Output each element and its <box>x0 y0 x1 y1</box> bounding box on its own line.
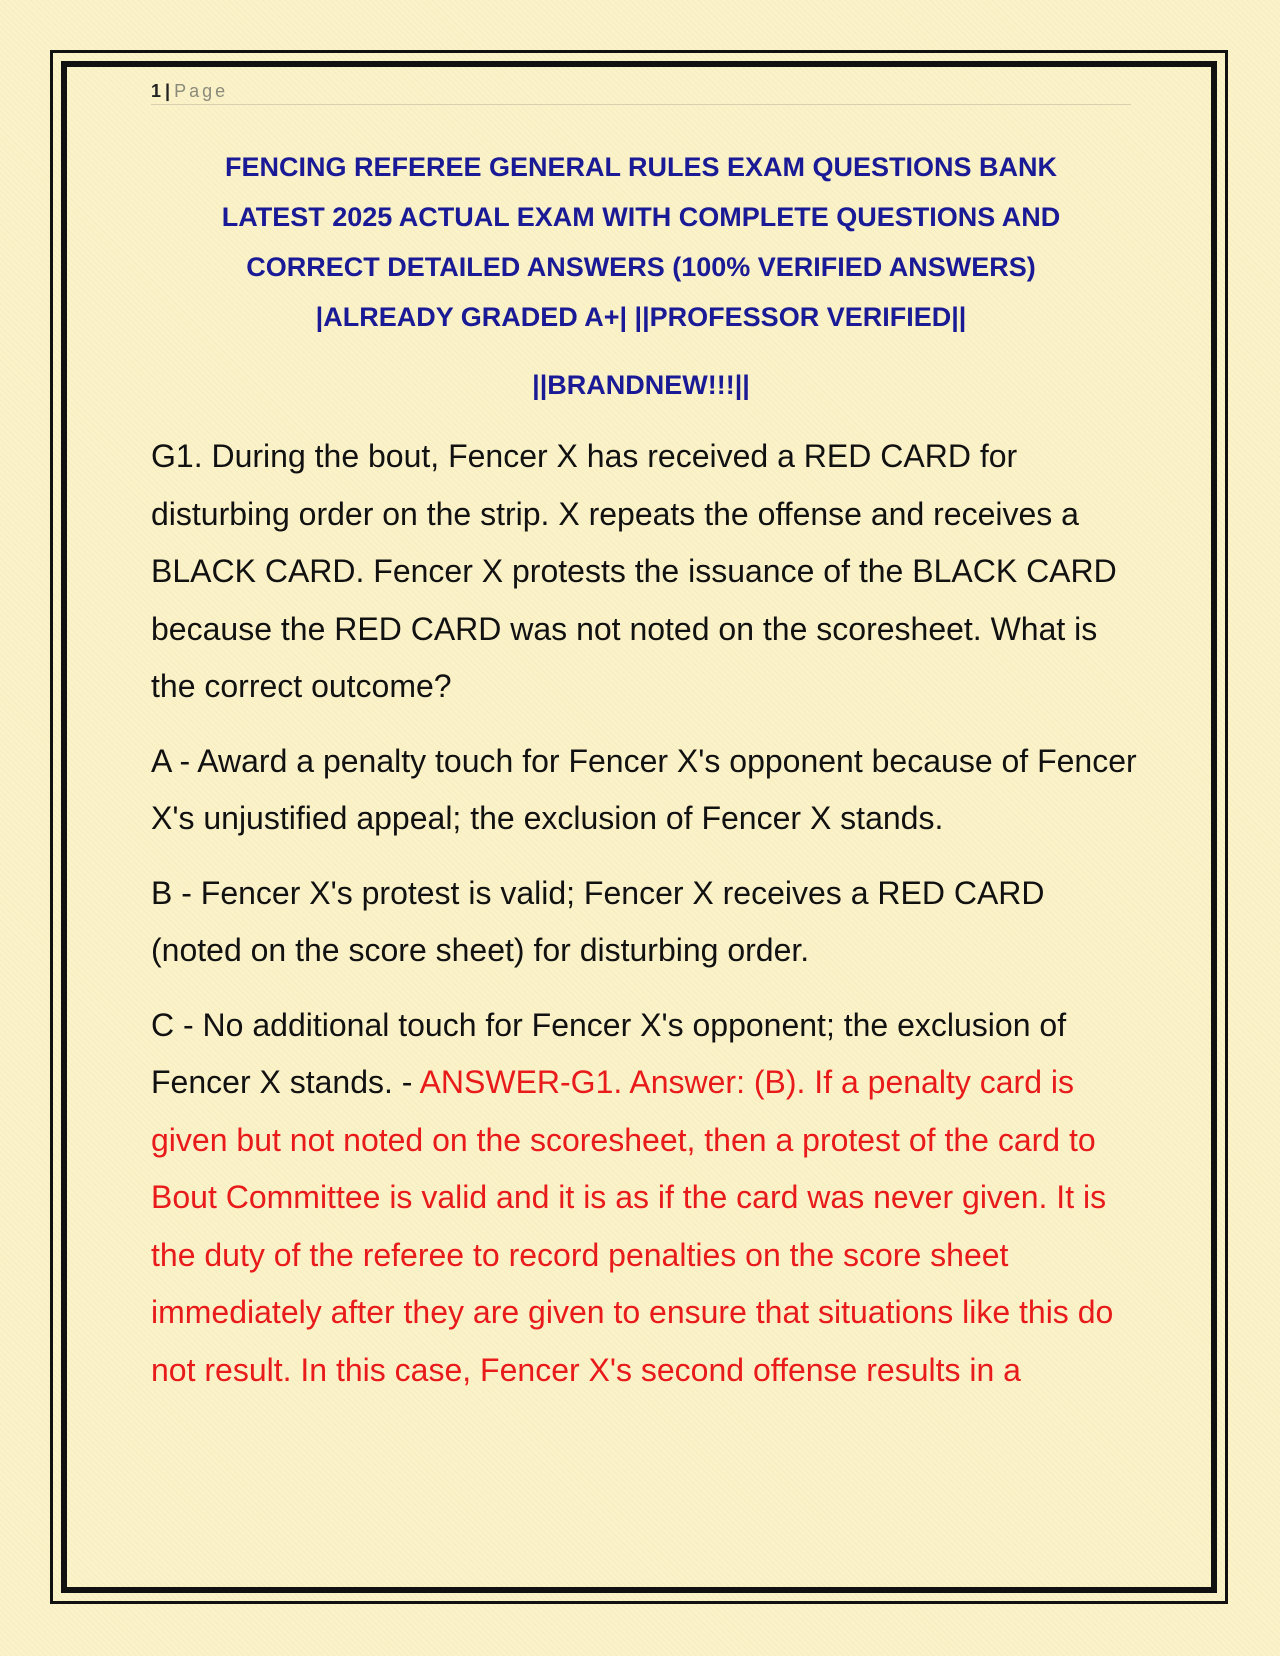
title-line-1: FENCING REFEREE GENERAL RULES EXAM QUESTIONS BANK <box>224 152 1058 182</box>
option-c: C - No additional touch for Fencer X's opponent; the exclusion of Fencer X stands. - <box>151 1006 1067 1100</box>
page-label: Page <box>174 81 229 101</box>
page-header <box>151 78 1131 105</box>
title-line-5: ||BRANDNEW!!!|| <box>532 370 750 400</box>
option-c-with-answer <box>151 997 1141 1400</box>
title-line-3: CORRECT DETAILED ANSWERS (100% VERIFIED ANSWERS) <box>246 252 1036 282</box>
header-separator: | <box>165 81 171 101</box>
question-text: G1. During the bout, Fencer X has received a RED CARD for disturbing order on the strip. X repeats the offense and receives a BLACK CARD. Fencer X protests the issuance of the BLACK CARD because the RED CARD was not noted on the scoresheet. What is the correct outcome? <box>151 438 1117 704</box>
answer-text: ANSWER-G1. Answer: (B). If a penalty card is given but not noted on the scoresheet, then a protest of the card to Bout Committee is valid and it is as if the card was never given. It is the duty of the referee to record penalties on the score sheet immediately after they are given to ensure that situations like this do not result. In this case, Fencer X's second offense results in a <box>151 1064 1114 1388</box>
title-line-2: LATEST 2025 ACTUAL EXAM WITH COMPLETE QUESTIONS AND <box>221 202 1061 232</box>
title-line-4: |ALREADY GRADED A+| ||PROFESSOR VERIFIED|| <box>315 302 967 332</box>
question-body <box>151 428 1141 1416</box>
option-b: B - Fencer X's protest is valid; Fencer X receives a RED CARD (noted on the score sheet) for disturbing order. <box>151 874 1045 968</box>
document-title <box>151 142 1131 410</box>
option-a: A - Award a penalty touch for Fencer X's opponent because of Fencer X's unjustified appeal; the exclusion of Fencer X stands. <box>151 742 1137 836</box>
page-number: 1 <box>151 81 162 101</box>
